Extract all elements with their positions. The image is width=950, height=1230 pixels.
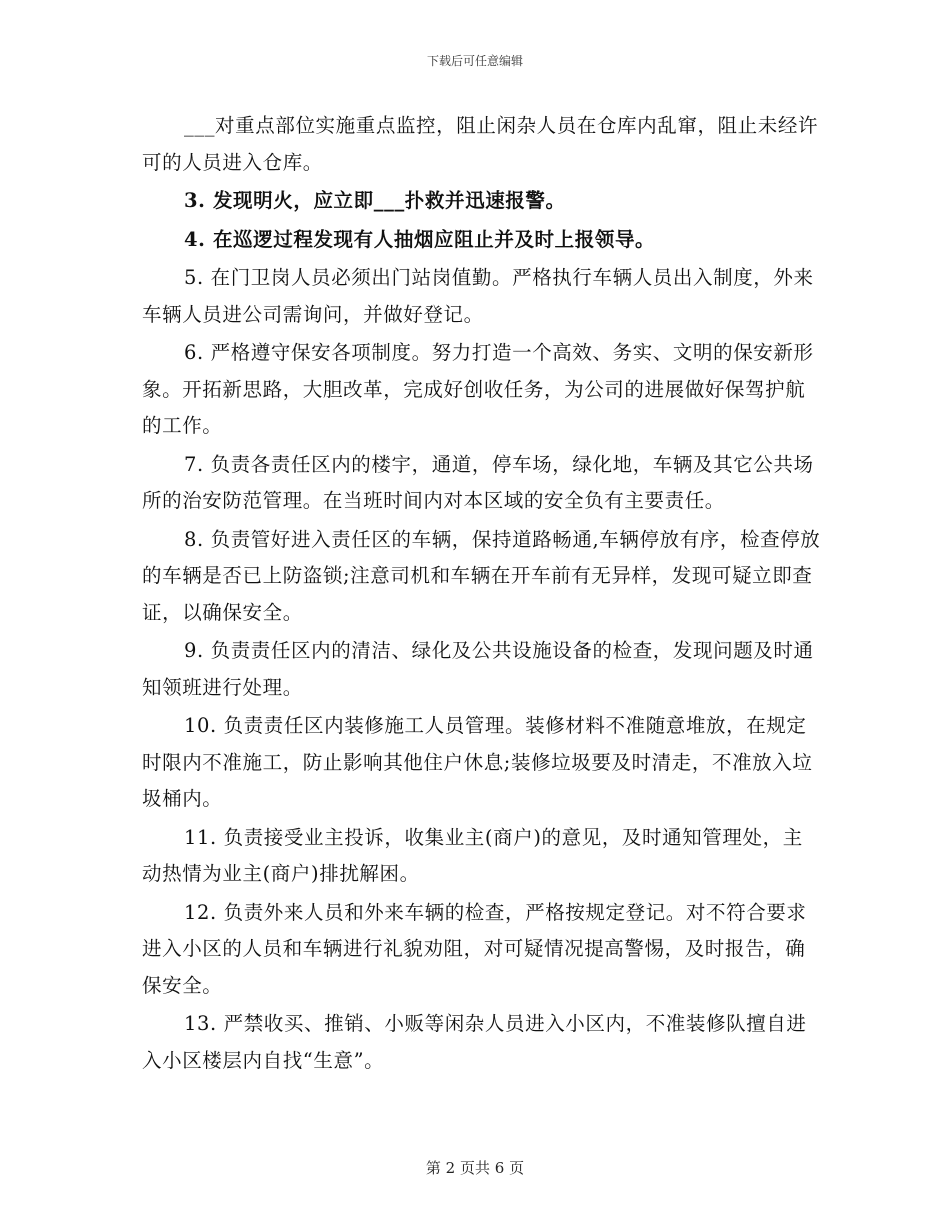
paragraph-8: 9. 负责责任区内的清洁、绿化及公共设施设备的检查，发现问题及时通知领班进行处理。: [142, 639, 814, 699]
document-body: [142, 108, 822, 1081]
paragraph-9: 10. 负责责任区内装修施工人员管理。装修材料不准随意堆放，在规定时限内不准施工，防止影响其他住户休息;装修垃圾要及时清走，不准放入垃圾桶内。: [142, 714, 813, 810]
paragraph-1: ___对重点部位实施重点监控，阻止闲杂人员在仓库内乱窜，阻止未经许可的人员进入仓库。: [142, 114, 819, 174]
paragraph-2: 3. 发现明火，应立即___扑救并迅速报警。: [184, 189, 566, 212]
page-footer: 第 2 页共 6 页: [425, 1159, 525, 1177]
paragraph-12: 13. 严禁收买、推销、小贩等闲杂人员进入小区内，不准装修队擅自进入小区楼层内自找“生意”。: [142, 1012, 807, 1072]
paragraph-4: 5. 在门卫岗人员必须出门站岗值勤。严格执行车辆人员出入制度，外来车辆人员进公司需询问，并做好登记。: [142, 266, 814, 326]
paragraph-3: 4. 在巡逻过程发现有人抽烟应阻止并及时上报领导。: [184, 227, 656, 251]
paragraph-7: 8. 负责管好进入责任区的车辆，保持道路畅通,车辆停放有序，检查停放的车辆是否已上防盗锁;注意司机和车辆在开车前有无异样，发现可疑立即查证，以确保安全。: [142, 527, 821, 624]
paragraph-5: 6. 严格遵守保安各项制度。努力打造一个高效、务实、文明的保安新形象。开拓新思路，大胆改革，完成好创收任务，为公司的进展做好保驾护航的工作。: [142, 341, 814, 437]
page-header: 下载后可任意编辑: [426, 54, 523, 68]
paragraph-10: 11. 负责接受业主投诉，收集业主(商户)的意见，及时通知管理处，主动热情为业主(商户)排扰解困。: [142, 825, 803, 885]
paragraph-6: 7. 负责各责任区内的楼宇，通道，停车场，绿化地，车辆及其它公共场所的治安防范管理。在当班时间内对本区域的安全负有主要责任。: [142, 452, 814, 512]
paragraph-11: 12. 负责外来人员和外来车辆的检查，严格按规定登记。对不符合要求进入小区的人员和车辆进行礼貌劝阻，对可疑情况提高警惕，及时报告，确保安全。: [142, 900, 807, 997]
